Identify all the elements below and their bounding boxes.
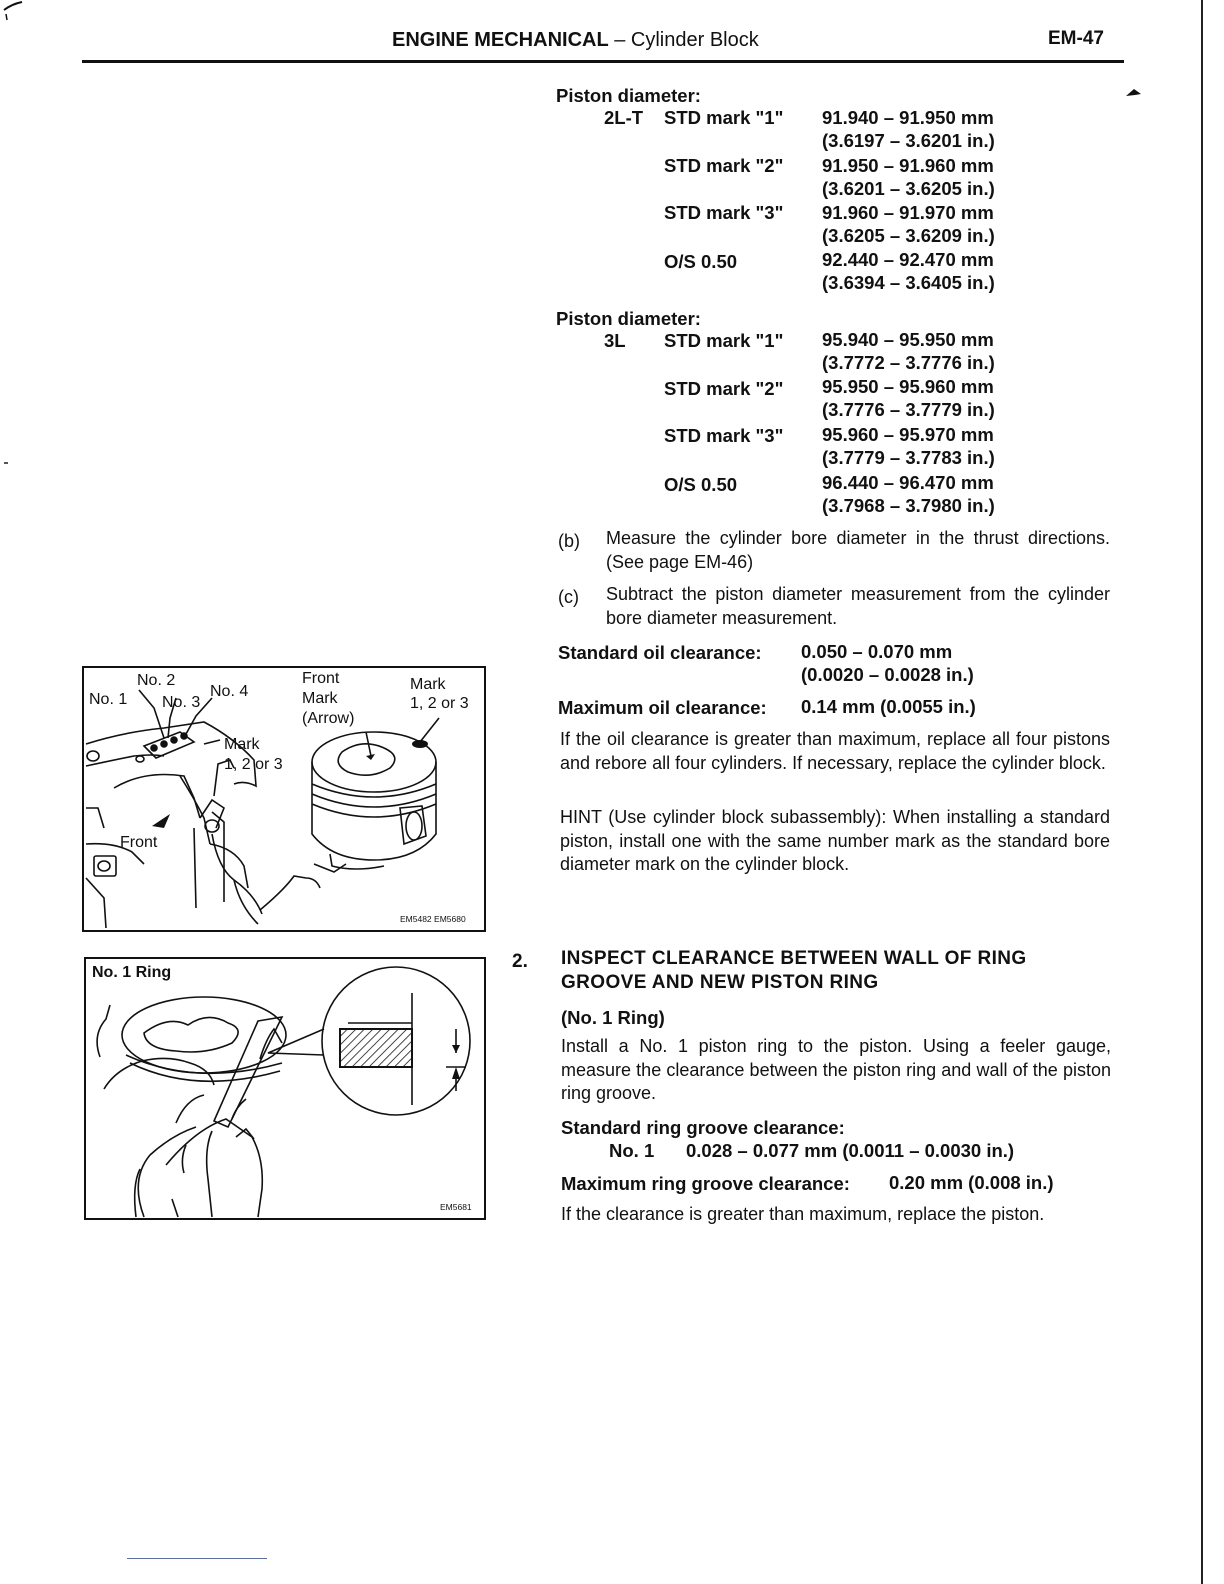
section-title-line1: INSPECT CLEARANCE BETWEEN WALL OF RING [561, 948, 1027, 969]
spec-label: STD mark "1" [664, 330, 784, 351]
fig1-label-mark-left-1: Mark [224, 736, 260, 753]
spec-inch: (3.6205 – 3.6209 in.) [822, 225, 995, 246]
fig1-label-mark-left-2: 1, 2 or 3 [224, 756, 283, 773]
fig1-label-mark-right-1: Mark [410, 676, 446, 693]
spec-label: STD mark "2" [664, 155, 784, 176]
piston-2lt-heading: Piston diameter: [556, 85, 701, 106]
fig1-label-front-mark-2: Mark [302, 690, 338, 707]
header-separator: – [608, 29, 631, 51]
oil-clearance-hint: HINT (Use cylinder block subassembly): When installing a standard piston, install one with the same number mark as the standard bore diameter mark on the cylinder block. [560, 807, 1110, 874]
fig1-label-mark-right-2: 1, 2 or 3 [410, 695, 469, 712]
section-subtitle: (No. 1 Ring) [561, 1007, 665, 1028]
spec-mm: 96.440 – 96.470 mm [822, 472, 994, 493]
spec-inch: (3.7779 – 3.7783 in.) [822, 447, 995, 468]
spec-mm: 91.940 – 91.950 mm [822, 107, 994, 128]
spec-label: STD mark "2" [664, 378, 784, 399]
spec-mm: 95.950 – 95.960 mm [822, 376, 994, 397]
spec-label: O/S 0.50 [664, 251, 738, 272]
page-header-title [392, 29, 759, 52]
spec-inch: (3.7968 – 3.7980 in.) [822, 495, 995, 516]
spec-mm: 95.940 – 95.950 mm [822, 329, 994, 350]
header-section: ENGINE MECHANICAL [392, 29, 609, 51]
max-oil-clearance-value: 0.14 mm (0.0055 in.) [801, 696, 976, 717]
page-right-border [1201, 0, 1203, 1584]
fig1-label-no4: No. 4 [210, 683, 249, 700]
figure-piston-marks [82, 666, 486, 932]
header-subsection: Cylinder Block [630, 29, 759, 51]
spec-mm: 92.440 – 92.470 mm [822, 249, 994, 270]
step-b-text: Measure the cylinder bore diameter in the thrust directions. (See page EM-46) [606, 528, 1110, 572]
std-oil-clearance-label: Standard oil clearance: [558, 642, 762, 663]
spec-mm: 91.960 – 91.970 mm [822, 202, 994, 223]
figure-ring-clearance [84, 957, 486, 1220]
spec-mm: 91.950 – 91.960 mm [822, 155, 994, 176]
step-c-text: Subtract the piston diameter measurement from the cylinder bore diameter measurement. [606, 584, 1110, 628]
spec-label: STD mark "3" [664, 425, 784, 446]
spec-inch: (3.6197 – 3.6201 in.) [822, 130, 995, 151]
std-oil-clearance-mm: 0.050 – 0.070 mm [801, 641, 953, 662]
fig1-label-no2: No. 2 [137, 672, 176, 689]
spec-label: O/S 0.50 [664, 474, 738, 495]
fig1-label-no3: No. 3 [162, 694, 201, 711]
std-ring-clearance-label: Standard ring groove clearance: [561, 1117, 845, 1138]
piston-2lt-engine: 2L-T [604, 107, 644, 128]
fig2-code: EM5681 [440, 1202, 472, 1212]
footer-line [127, 1558, 267, 1559]
step-b-marker: (b) [558, 531, 580, 551]
std-ring-clearance-value: 0.028 – 0.077 mm (0.0011 – 0.0030 in.) [686, 1140, 1015, 1161]
scan-mark-icon [0, 0, 30, 24]
section-body: Install a No. 1 piston ring to the piston. Using a feeler gauge, measure the clearance between the piston ring and wall of the piston ring groove. [561, 1036, 1111, 1103]
margin-tick [4, 462, 8, 464]
std-oil-clearance-in: (0.0020 – 0.0028 in.) [801, 664, 974, 685]
max-ring-clearance-value: 0.20 mm (0.008 in.) [889, 1172, 1054, 1193]
fig1-code: EM5482 EM5680 [400, 914, 466, 924]
oil-clearance-note: If the oil clearance is greater than maximum, replace all four pistons and rebore all four cylinders. If necessary, replace the cylinder block. [560, 729, 1110, 773]
section-number: 2. [512, 951, 528, 972]
header-rule [82, 60, 1124, 63]
fig1-label-front: Front [120, 834, 158, 851]
max-oil-clearance-label: Maximum oil clearance: [558, 697, 767, 718]
step-c-marker: (c) [558, 587, 579, 607]
arrow-marker-icon [1124, 86, 1144, 100]
fig2-label: No. 1 Ring [92, 964, 172, 981]
page-number: EM-47 [1048, 28, 1104, 49]
spec-mm: 95.960 – 95.970 mm [822, 424, 994, 445]
fig1-label-no1: No. 1 [89, 691, 128, 708]
spec-inch: (3.7776 – 3.7779 in.) [822, 399, 995, 420]
piston-3l-heading: Piston diameter: [556, 308, 701, 329]
spec-inch: (3.7772 – 3.7776 in.) [822, 352, 995, 373]
spec-label: STD mark "1" [664, 107, 784, 128]
ring-clearance-note: If the clearance is greater than maximum, replace the piston. [561, 1204, 1045, 1224]
max-ring-clearance-label: Maximum ring groove clearance: [561, 1173, 850, 1194]
section-title-line2: GROOVE AND NEW PISTON RING [561, 972, 879, 993]
spec-label: STD mark "3" [664, 202, 784, 223]
spec-inch: (3.6201 – 3.6205 in.) [822, 178, 995, 199]
feeler-gauge-illustration [86, 959, 484, 1218]
fig1-label-front-mark-1: Front [302, 670, 340, 687]
std-ring-no: No. 1 [609, 1140, 655, 1161]
piston-3l-engine: 3L [604, 330, 626, 351]
spec-inch: (3.6394 – 3.6405 in.) [822, 272, 995, 293]
fig1-label-front-mark-3: (Arrow) [302, 710, 355, 727]
